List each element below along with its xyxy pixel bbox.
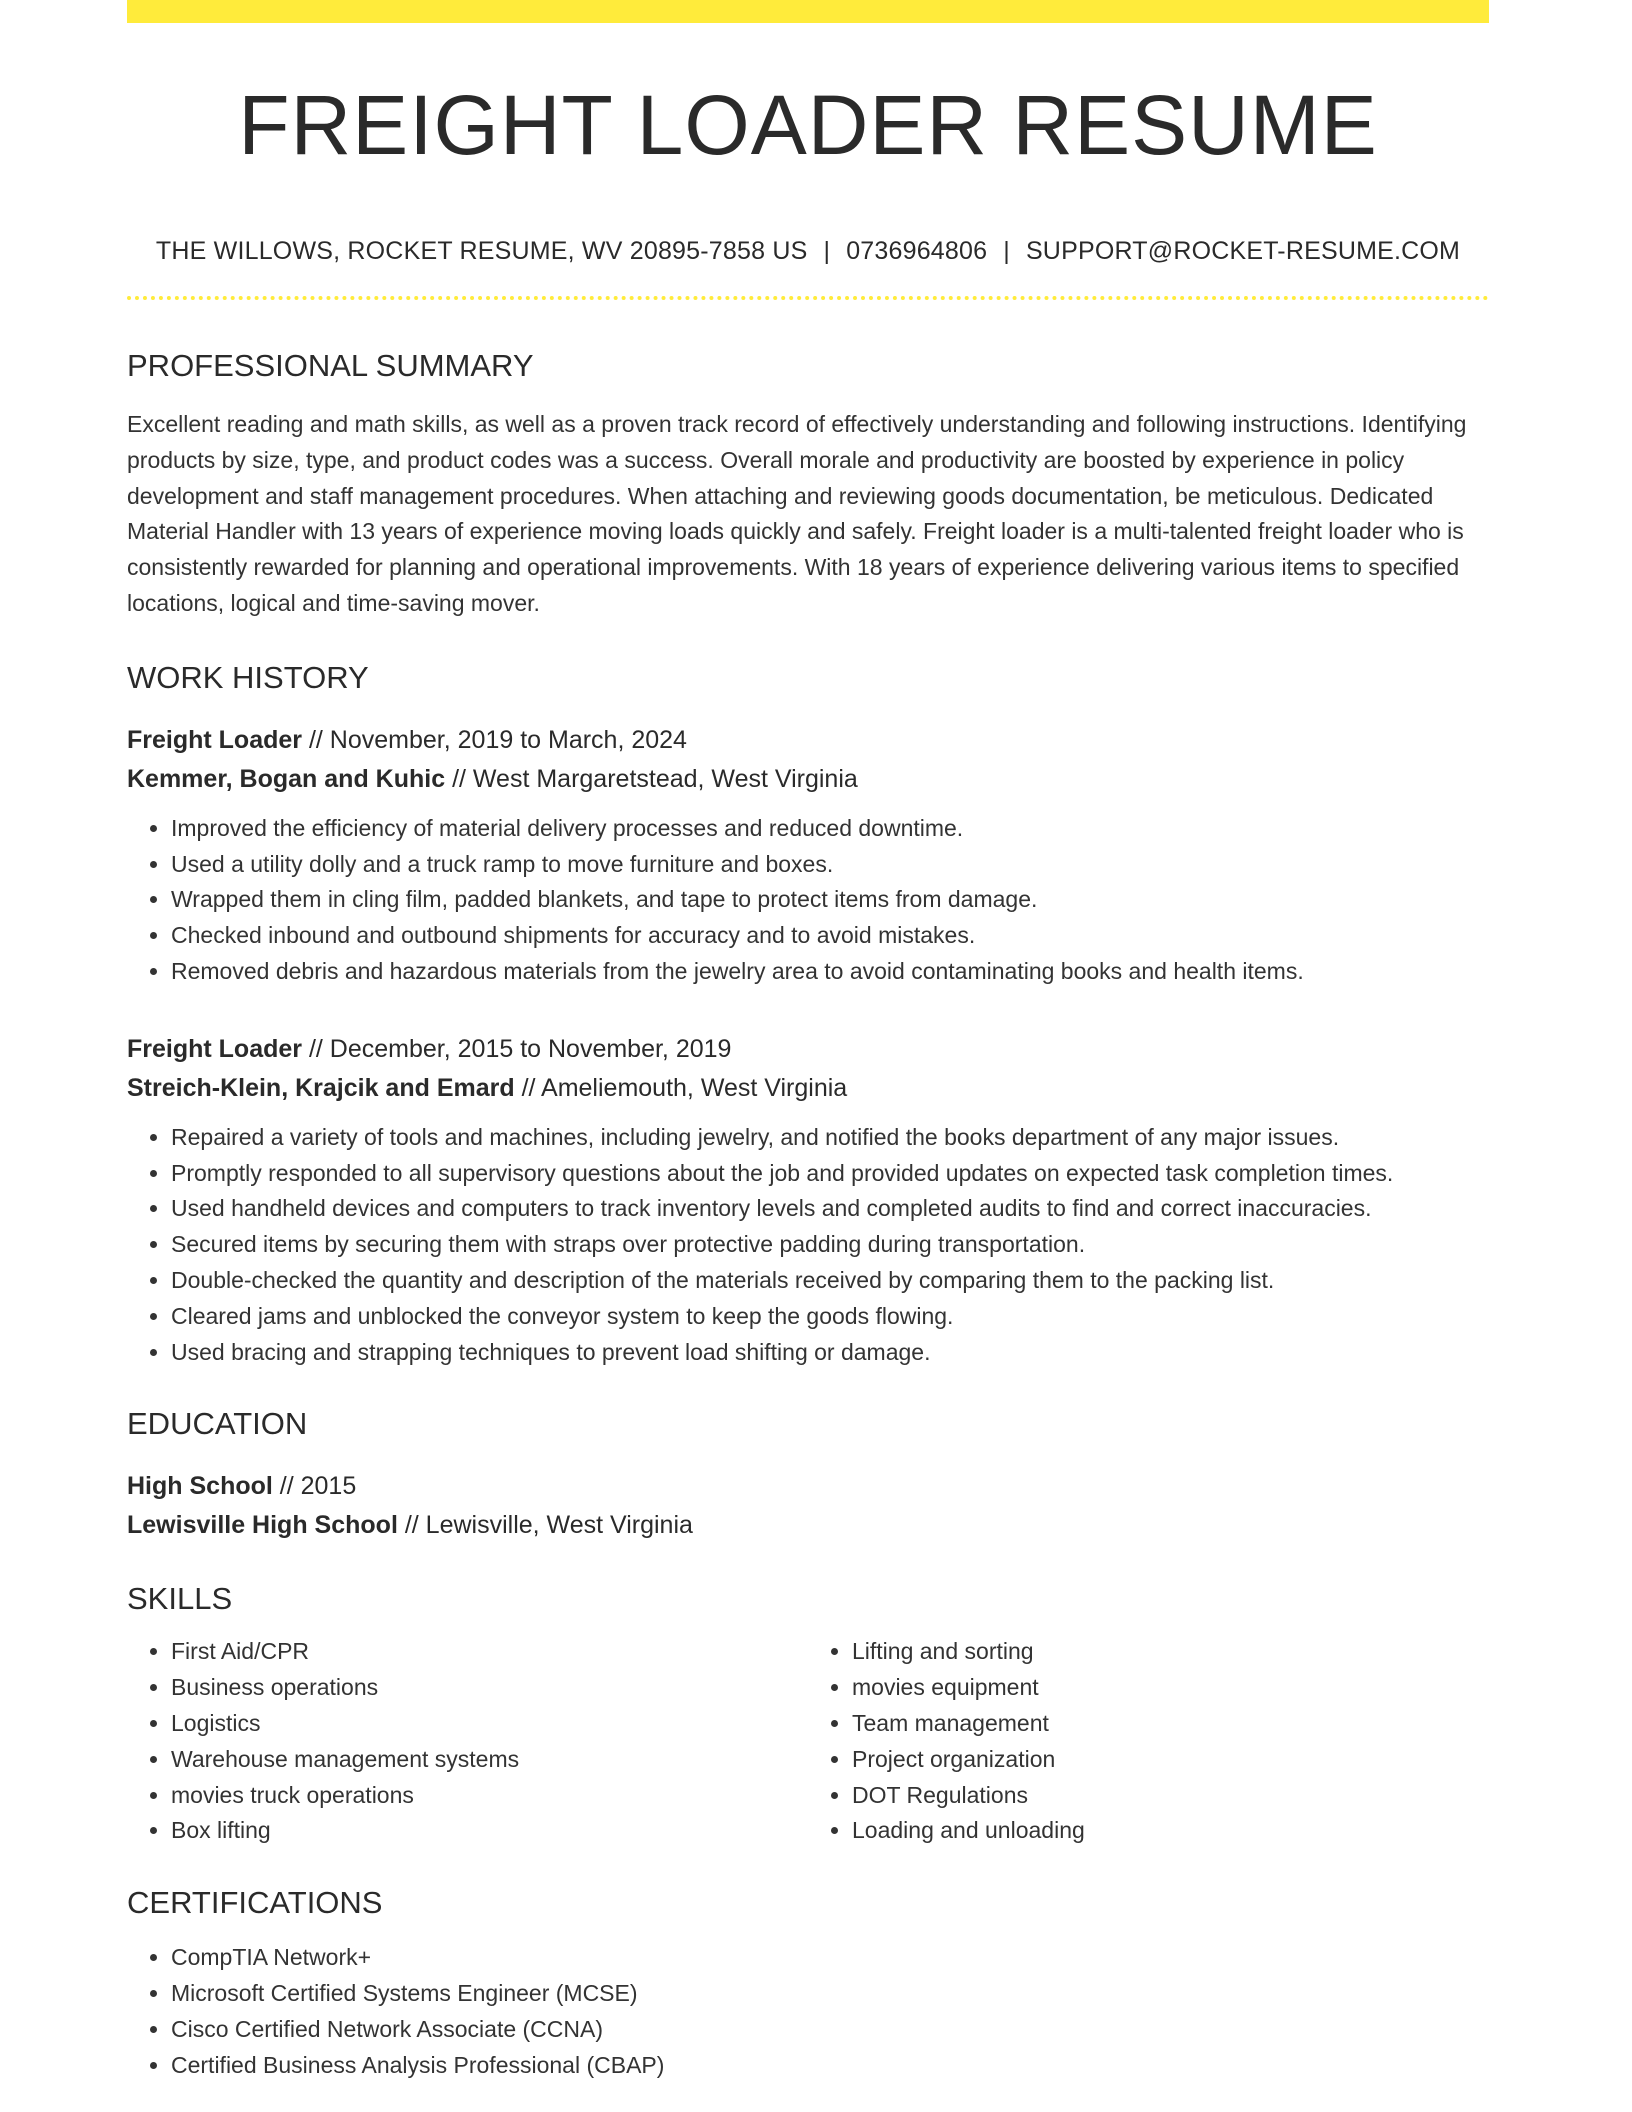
- skill-item: • Team management: [852, 1706, 1489, 1742]
- job-title: Freight Loader: [127, 725, 303, 754]
- accent-bar: [127, 0, 1489, 23]
- job-title-line: [127, 721, 1489, 760]
- job-bullet: • Double-checked the quantity and description of the materials received by comparing them to the packing list.: [171, 1263, 1489, 1299]
- certification-item: • Microsoft Certified Systems Engineer (MCSE): [171, 1976, 1489, 2012]
- job-bullet: • Cleared jams and unblocked the conveyor system to keep the goods flowing.: [171, 1299, 1489, 1335]
- skill-item: • Logistics: [171, 1706, 808, 1742]
- job-bullet: • Removed debris and hazardous materials from the jewelry area to avoid contaminating books and health items.: [171, 954, 1489, 990]
- job-bullets: [127, 1120, 1489, 1371]
- resume-page: [127, 0, 1489, 2083]
- job-bullet: • Used bracing and strapping techniques to prevent load shifting or damage.: [171, 1335, 1489, 1371]
- certification-item: • CompTIA Network+: [171, 1940, 1489, 1976]
- skill-item: • Warehouse management systems: [171, 1742, 808, 1778]
- education-location: // Lewisville, West Virginia: [397, 1511, 693, 1540]
- job-bullet: • Checked inbound and outbound shipments for accuracy and to avoid mistakes.: [171, 918, 1489, 954]
- job-company: Streich-Klein, Krajcik and Emard: [127, 1073, 515, 1102]
- job-bullets: [127, 811, 1489, 990]
- certifications-heading: CERTIFICATIONS: [127, 1885, 383, 1921]
- job-title-line: [127, 1030, 1489, 1069]
- skill-item: • DOT Regulations: [852, 1778, 1489, 1814]
- contact-email: SUPPORT@ROCKET-RESUME.COM: [1025, 237, 1461, 265]
- certifications-section: [127, 1940, 1489, 2083]
- job-entry: [127, 721, 1489, 990]
- education-year: // 2015: [272, 1472, 357, 1501]
- job-title: Freight Loader: [127, 1034, 303, 1063]
- certification-item: • Cisco Certified Network Associate (CCNA): [171, 2012, 1489, 2048]
- job-company: Kemmer, Bogan and Kuhic: [127, 764, 446, 793]
- job-dates: // December, 2015 to November, 2019: [302, 1034, 732, 1063]
- contact-phone: 0736964806: [846, 237, 988, 265]
- summary-heading: PROFESSIONAL SUMMARY: [127, 348, 534, 383]
- dotted-divider: [127, 296, 1489, 300]
- resume-title: FREIGHT LOADER RESUME: [238, 78, 1378, 172]
- job-bullet: • Wrapped them in cling film, padded blankets, and tape to protect items from damage.: [171, 882, 1489, 918]
- contact-line: [127, 237, 1489, 266]
- certifications-list: [127, 1940, 1489, 2083]
- job-bullet: • Secured items by securing them with straps over protective padding during transportation.: [171, 1227, 1489, 1263]
- skill-item: • Business operations: [171, 1670, 808, 1706]
- job-dates: // November, 2019 to March, 2024: [302, 725, 687, 754]
- contact-address: THE WILLOWS, ROCKET RESUME, WV 20895-7858 US: [155, 237, 808, 265]
- summary-text: Excellent reading and math skills, as well as a proven track record of effectively understanding and following instructions. Identifying products by size, type, and product codes was a success. Overall morale and productivity are boosted by experience in policy development and staff management procedures. When attaching and reviewing goods documentation, be meticulous. Dedicated Material Handler with 13 years of experience moving loads quickly and safely. Freight loader is a multi-talented freight loader who is consistently rewarded for planning and operational improvements. With 18 years of experience delivering various items to specified locations, logical and time-saving mover.: [127, 411, 1467, 616]
- education-school: Lewisville High School: [127, 1511, 398, 1540]
- job-location: // West Margaretstead, West Virginia: [445, 764, 858, 793]
- skill-item: • movies equipment: [852, 1670, 1489, 1706]
- skills-list-right: [808, 1634, 1489, 1849]
- job-bullet: • Repaired a variety of tools and machines, including jewelry, and notified the books department of any major issues.: [171, 1120, 1489, 1156]
- skills-heading: SKILLS: [127, 1581, 233, 1617]
- skill-item: • movies truck operations: [171, 1778, 808, 1814]
- job-entry: [127, 1030, 1489, 1371]
- skill-item: • Loading and unloading: [852, 1813, 1489, 1849]
- job-bullet: • Improved the efficiency of material delivery processes and reduced downtime.: [171, 811, 1489, 847]
- job-bullet: • Used handheld devices and computers to track inventory levels and completed audits to find and correct inaccuracies.: [171, 1191, 1489, 1227]
- job-location: // Ameliemouth, West Virginia: [514, 1073, 848, 1102]
- skill-item: • Lifting and sorting: [852, 1634, 1489, 1670]
- education-degree: High School: [127, 1472, 273, 1501]
- education-school-line: [127, 1506, 1489, 1545]
- job-company-line: [127, 1069, 1489, 1108]
- job-company-line: [127, 760, 1489, 799]
- certification-item: • Certified Business Analysis Professional (CBAP): [171, 2048, 1489, 2084]
- skills-list-left: [127, 1634, 808, 1849]
- skills-columns: [127, 1634, 1489, 1849]
- job-bullet: • Promptly responded to all supervisory questions about the job and provided updates on expected task completion times.: [171, 1156, 1489, 1192]
- contact-separator: |: [823, 237, 831, 265]
- education-heading: EDUCATION: [127, 1406, 308, 1442]
- skill-item: • Box lifting: [171, 1813, 808, 1849]
- education-degree-line: [127, 1467, 1489, 1506]
- contact-separator: |: [1003, 237, 1010, 265]
- job-bullet: • Used a utility dolly and a truck ramp to move furniture and boxes.: [171, 847, 1489, 883]
- skill-item: • First Aid/CPR: [171, 1634, 808, 1670]
- education-entry: [127, 1467, 1489, 1545]
- work-history-heading: WORK HISTORY: [127, 659, 369, 695]
- skill-item: • Project organization: [852, 1742, 1489, 1778]
